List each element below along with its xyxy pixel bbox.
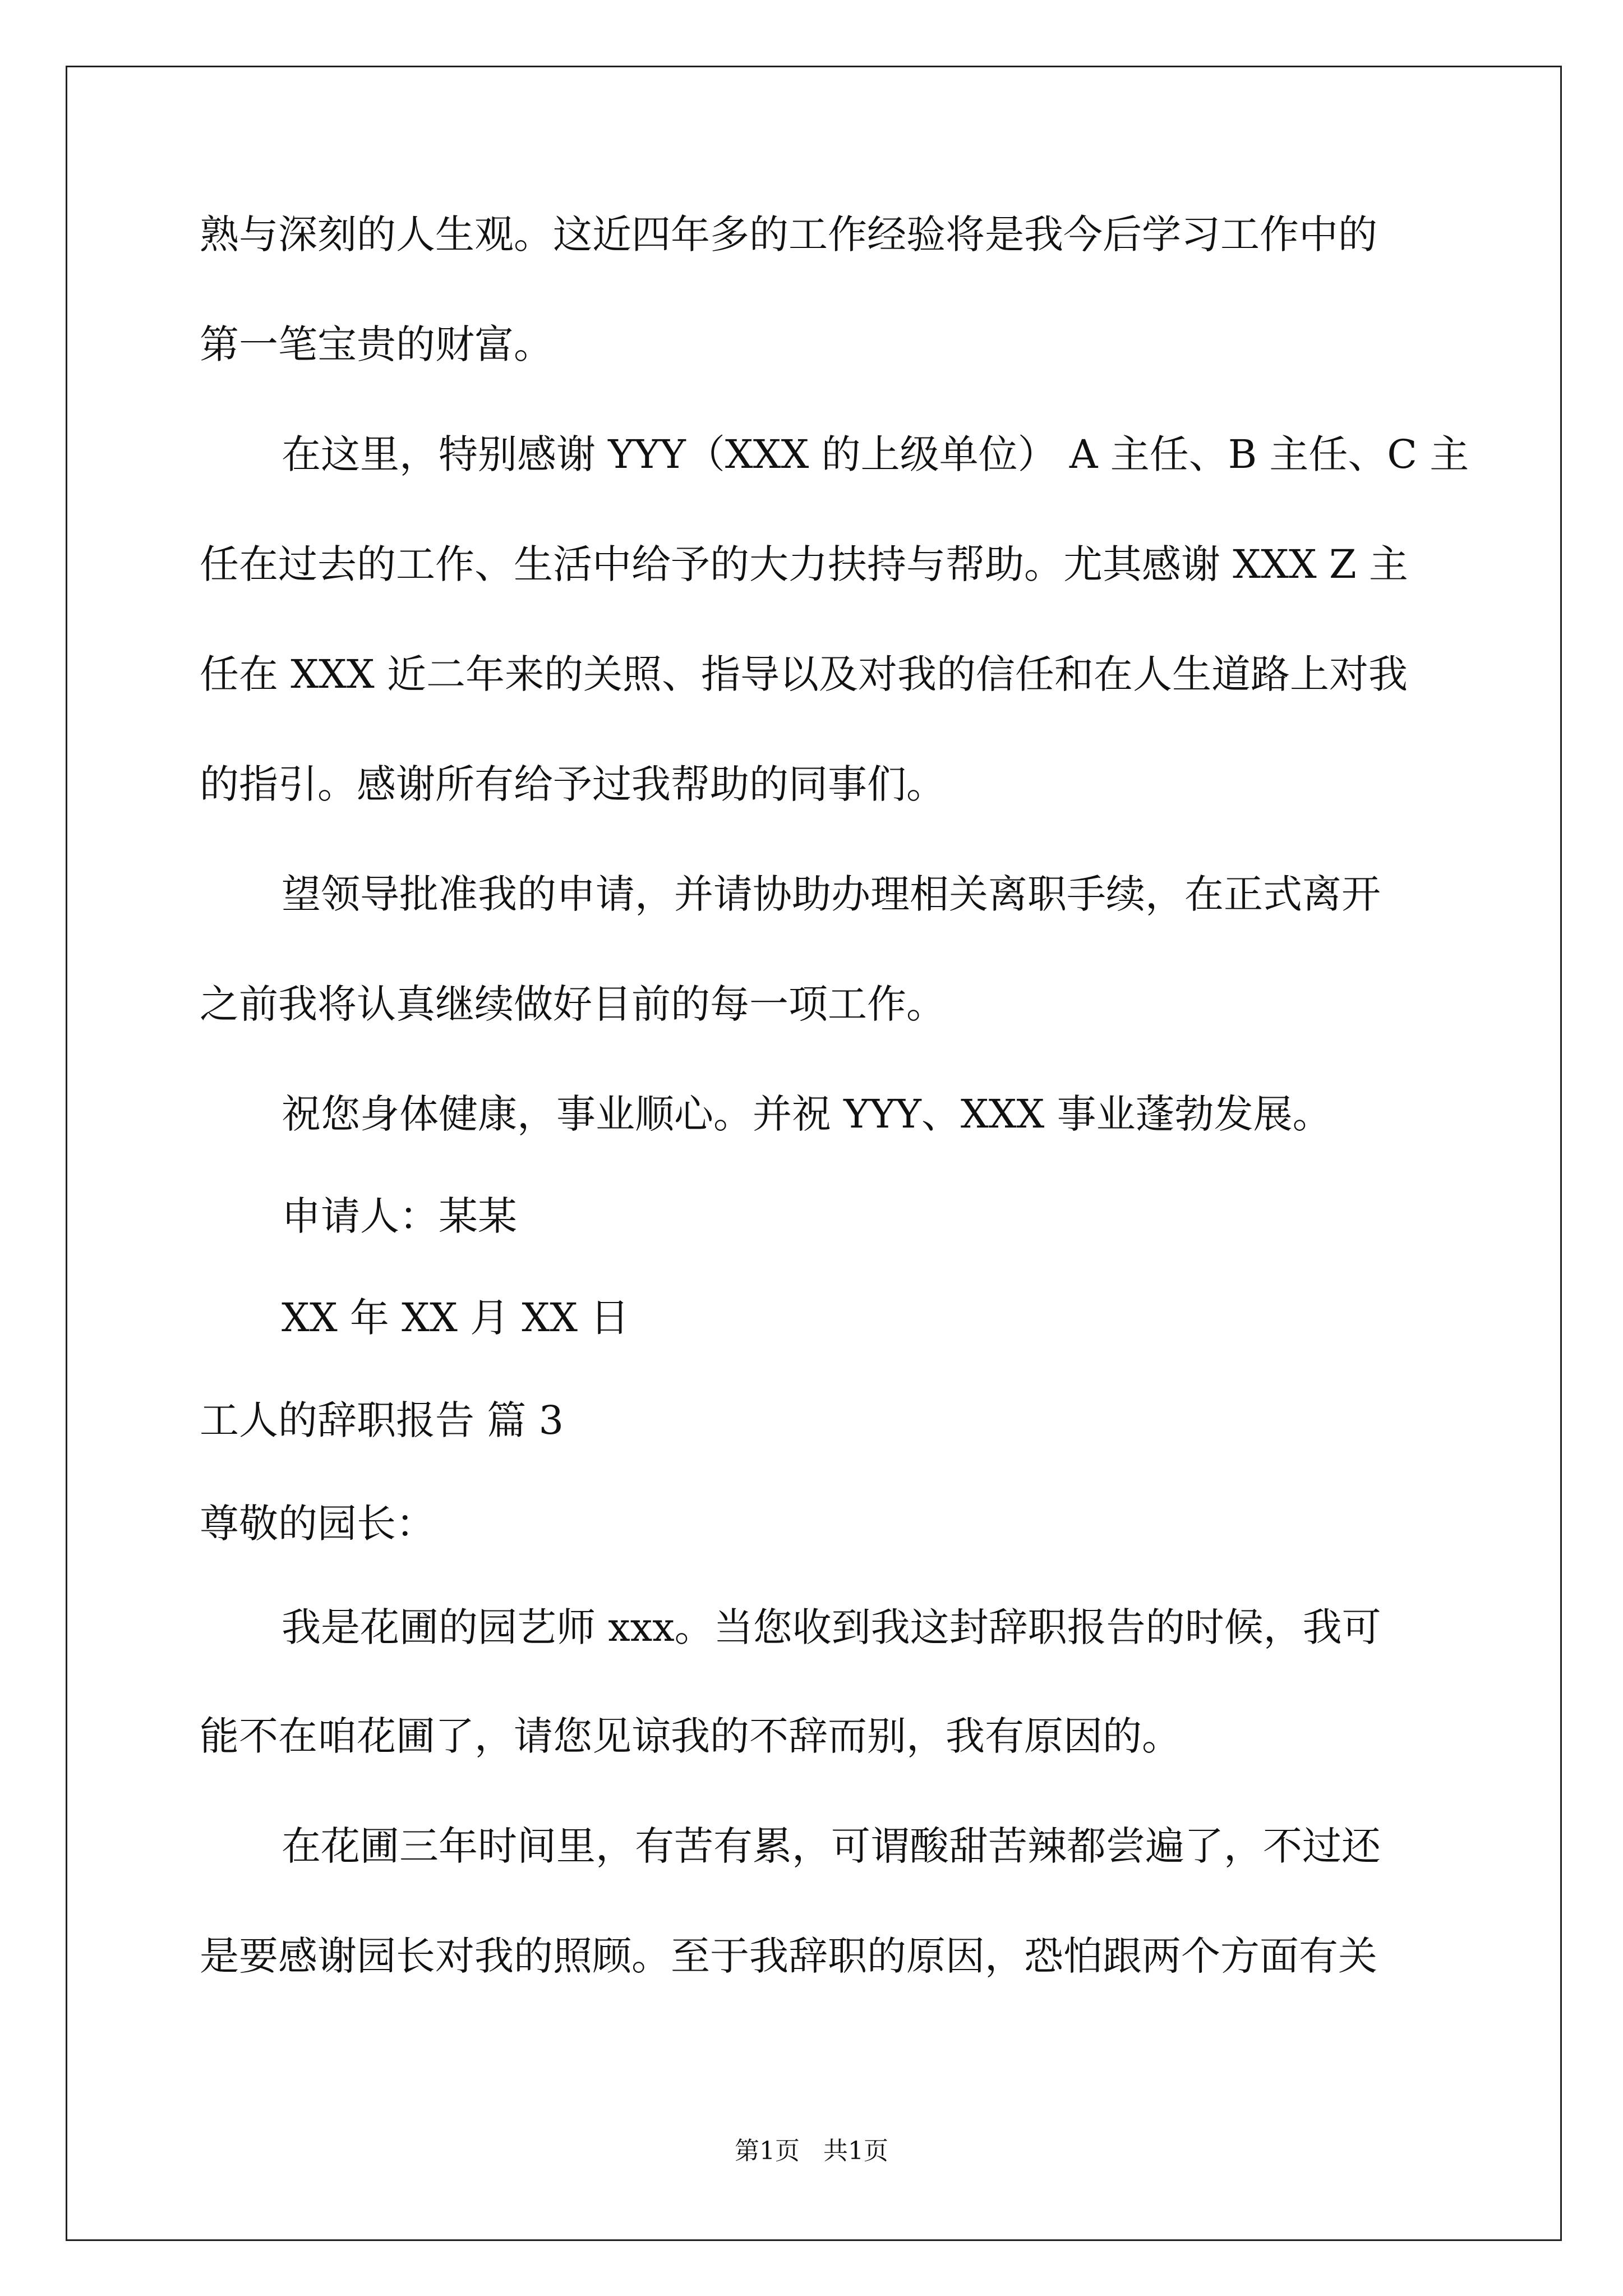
page-border [66, 66, 1562, 2241]
body-line: 是要感谢园长对我的照顾。至于我辞职的原因，恐怕跟两个方面有关 [200, 1933, 1377, 1979]
body-line: 在花圃三年时间里，有苦有累，可谓酸甜苦辣都尝遍了，不过还 [282, 1823, 1381, 1869]
body-line: 祝您身体健康，事业顺心。并祝 YYY、XXX 事业蓬勃发展。 [282, 1091, 1332, 1137]
page-footer: 第1页 共1页 [735, 2137, 888, 2165]
date-line: XX 年 XX 月 XX 日 [282, 1295, 630, 1341]
body-line: 任在过去的工作、生活中给予的大力扶持与帮助。尤其感谢 XXX Z 主 [200, 541, 1408, 587]
body-line: 熟与深刻的人生观。这近四年多的工作经验将是我今后学习工作中的 [200, 211, 1377, 257]
body-line: 任在 XXX 近二年来的关照、指导以及对我的信任和在人生道路上对我 [200, 651, 1408, 697]
body-line: 在这里，特别感谢 YYY（XXX 的上级单位） A 主任、B 主任、C 主 [282, 431, 1469, 477]
salutation: 尊敬的园长： [200, 1501, 435, 1547]
signature-line: 申请人：某某 [282, 1193, 517, 1239]
body-line: 望领导批准我的申请，并请协助办理相关离职手续，在正式离开 [282, 871, 1381, 917]
section-heading: 工人的辞职报告 篇 3 [200, 1397, 564, 1443]
body-line: 之前我将认真继续做好目前的每一项工作。 [200, 981, 946, 1027]
body-line: 能不在咱花圃了，请您见谅我的不辞而别，我有原因的。 [200, 1713, 1181, 1759]
body-line: 的指引。感谢所有给予过我帮助的同事们。 [200, 761, 946, 807]
body-line: 第一笔宝贵的财富。 [200, 321, 553, 367]
body-line: 我是花圃的园艺师 xxx。当您收到我这封辞职报告的时候，我可 [282, 1604, 1381, 1650]
